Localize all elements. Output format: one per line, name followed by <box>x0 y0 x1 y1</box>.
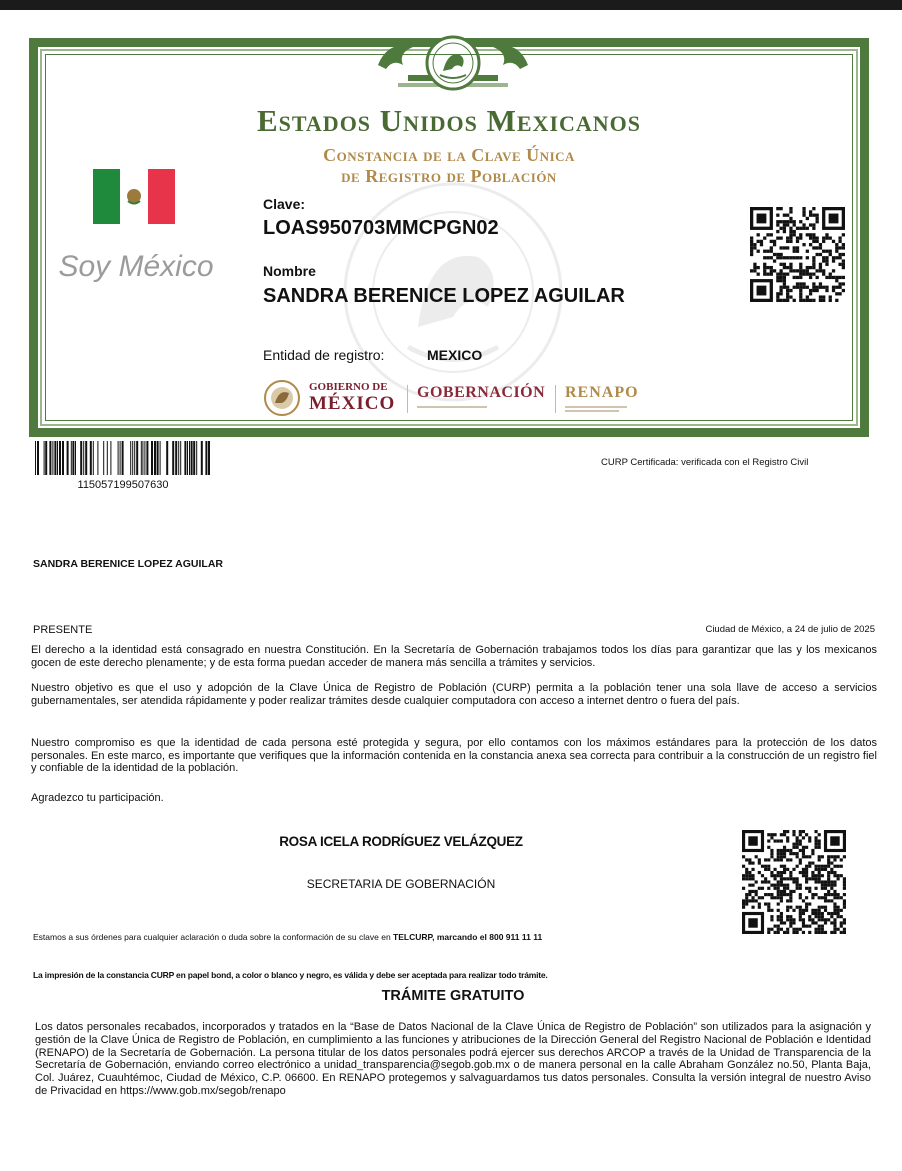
certificate-subtitle-line2: de Registro de Población <box>341 166 557 186</box>
tramite-gratuito: TRÁMITE GRATUITO <box>381 988 525 1004</box>
privacy-notice: Los datos personales recabados, incorporados y tratados en la “Base de Datos Nacional de la Clave Única de Registro de Población” son utilizados para la asignación y gestión de la Clave Única de Registro de Población, en cumplimiento a las funciones y atribuciones de la Dirección General del Registro Nacional de Población e Identidad (RENAPO) de la Secretaría de Gobernación. La persona titular de los datos personales podrá ejercer sus derechos ARCOP a través de la Unidad de Transparencia de la Secretaría de Gobernación, enviando correo electrónico a unidad_transparencia@segob.gob.mx o de manera personal en la calle Abraham González no.50, Planta Baja, Col. Juárez, Cuauhtémoc, Ciudad de México, C.P. 06600. En RENAPO protegemos y salvaguardamos tus datos personales. Consulta la versión integral de nuestro Aviso de Privacidad en https://www.gob.mx/segob/renapo <box>35 1021 871 1097</box>
national-crest-icon <box>368 35 538 97</box>
nombre-value: SANDRA BERENICE LOPEZ AGUILAR <box>263 285 625 307</box>
signer-title: SECRETARIA DE GOBERNACIÓN <box>306 877 496 891</box>
logo-fineprint <box>565 410 619 412</box>
top-bar <box>0 0 902 10</box>
logo-divider <box>407 385 408 413</box>
eagle-watermark-icon <box>338 177 568 407</box>
curp-certificate <box>29 38 869 437</box>
presente-label: PRESENTE <box>33 624 93 636</box>
entidad-label: Entidad de registro: <box>263 347 385 363</box>
certificate-title: Estados Unidos Mexicanos <box>256 103 642 138</box>
gobierno-seal-icon <box>263 379 301 417</box>
barcode-number: 115057199507630 <box>77 479 169 491</box>
logo-divider <box>555 385 556 413</box>
letter-closing: Agradezco tu participación. <box>31 792 164 804</box>
signer-name: ROSA ICELA RODRÍGUEZ VELÁZQUEZ <box>279 834 523 849</box>
logo-fineprint <box>565 406 627 408</box>
gobernacion-logo: GOBERNACIÓN <box>417 384 546 401</box>
soy-mexico-label: Soy México <box>58 250 214 283</box>
letter-date: Ciudad de México, a 24 de julio de 2025 <box>705 624 875 635</box>
qr-code-icon <box>742 830 846 934</box>
qr-code-icon <box>750 207 845 302</box>
letter-paragraph-1: El derecho a la identidad está consagrado en nuestra Constitución. En la Secretaría de Gobernación trabajamos todos los días para garantizar que las y los mexicanos gocen de este derecho plenamente; y de esta forma puedan acceder de manera más sencilla a trámites y servicios. <box>31 644 877 669</box>
addressee-name: SANDRA BERENICE LOPEZ AGUILAR <box>33 558 223 570</box>
telcurp-number: TELCURP, marcando el 800 911 11 11 <box>393 932 543 942</box>
entidad-value: MEXICO <box>427 347 483 363</box>
contact-text: Estamos a sus órdenes para cualquier aclaración o duda sobre la conformación de su clave en <box>33 932 394 942</box>
gobierno-de-label: GOBIERNO DE <box>309 381 388 393</box>
nombre-label: Nombre <box>263 263 316 279</box>
mexico-flag-icon <box>93 169 175 224</box>
barcode-icon <box>35 441 211 475</box>
letter-paragraph-3: Nuestro compromiso es que la identidad de cada persona esté protegida y segura, por ello contamos con los máximos estándares para la protección de los datos personales. En este marco, es importante que verifiques que la información contenida en la constancia anexa sea correcta para contribuir a la construcción de un registro fiel y confiable de la identidad de la población. <box>31 737 877 774</box>
renapo-logo: RENAPO <box>565 384 639 401</box>
printing-validity-note: La impresión de la constancia CURP en papel bond, a color o blanco y negro, es válida y debe ser aceptada para realizar todo trámite. <box>33 970 548 980</box>
logo-fineprint <box>417 406 487 408</box>
clave-value: LOAS950703MMCPGN02 <box>263 217 499 239</box>
mexico-label: MÉXICO <box>309 393 396 414</box>
letter-paragraph-2: Nuestro objetivo es que el uso y adopción de la Clave Única de Registro de Población (CURP) permita a la población tener una sola llave de acceso a servicios gubernamentales, ser atendida rápidamente y poder realizar trámites desde cualquier computadora con acceso a internet dentro o fuera del país. <box>31 682 877 707</box>
clave-label: Clave: <box>263 196 306 212</box>
certificate-subtitle-line1: Constancia de la Clave Única <box>323 145 575 165</box>
certified-note: CURP Certificada: verificada con el Registro Civil <box>601 457 809 468</box>
contact-line <box>33 932 542 942</box>
government-logos <box>263 375 683 421</box>
